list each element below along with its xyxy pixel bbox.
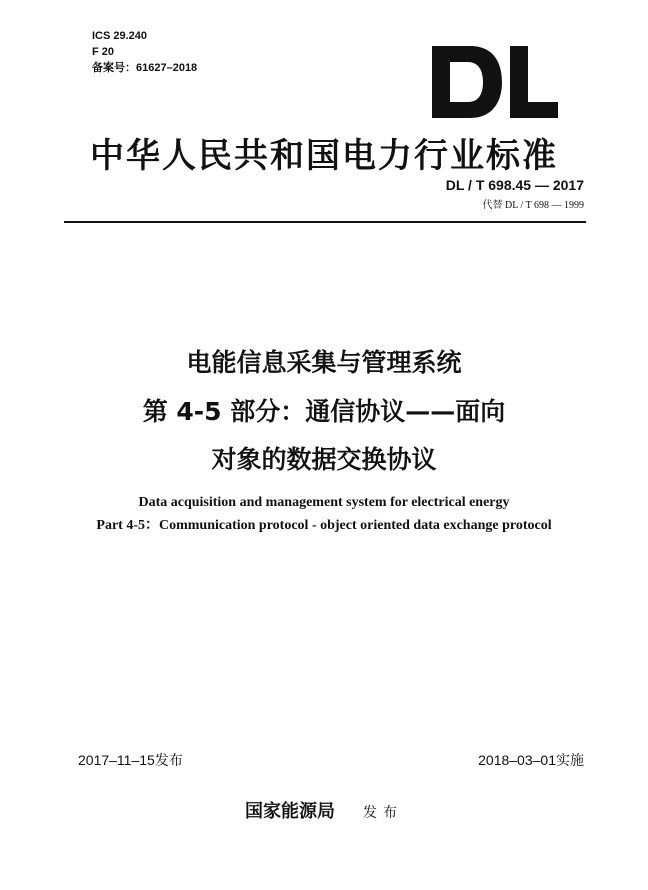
standard-code: DL / T 698.45 — 2017 [445,177,584,193]
issuer-name: 国家能源局 [245,801,335,822]
dl-logo [430,44,560,120]
record-number: 备案号：61627–2018 [92,62,198,74]
title-cn-line2: 第 4-5 部分：通信协议——面向 [142,397,506,426]
ics-code: ICS 29.240 [92,30,148,42]
issue-date: 2017–11–15发布 [78,752,183,768]
category-code: F 20 [92,46,115,58]
standard-title: 中华人民共和国电力行业标准 [90,136,558,176]
header-meta [92,28,197,76]
title-cn-line3: 对象的数据交换协议 [211,445,437,474]
title-en-line1: Data acquisition and management system for electrical energy [138,495,510,510]
issuer [0,797,648,823]
issuer-action: 发布 [363,805,403,821]
header-rule [64,221,586,223]
replaces-code: 代替 DL / T 698 — 1999 [482,200,584,211]
implement-date: 2018–03–01实施 [478,752,584,768]
title-cn-line1: 电能信息采集与管理系统 [186,348,462,377]
title-en-line2: Part 4-5：Communication protocol - object oriented data exchange protocol [96,518,552,533]
